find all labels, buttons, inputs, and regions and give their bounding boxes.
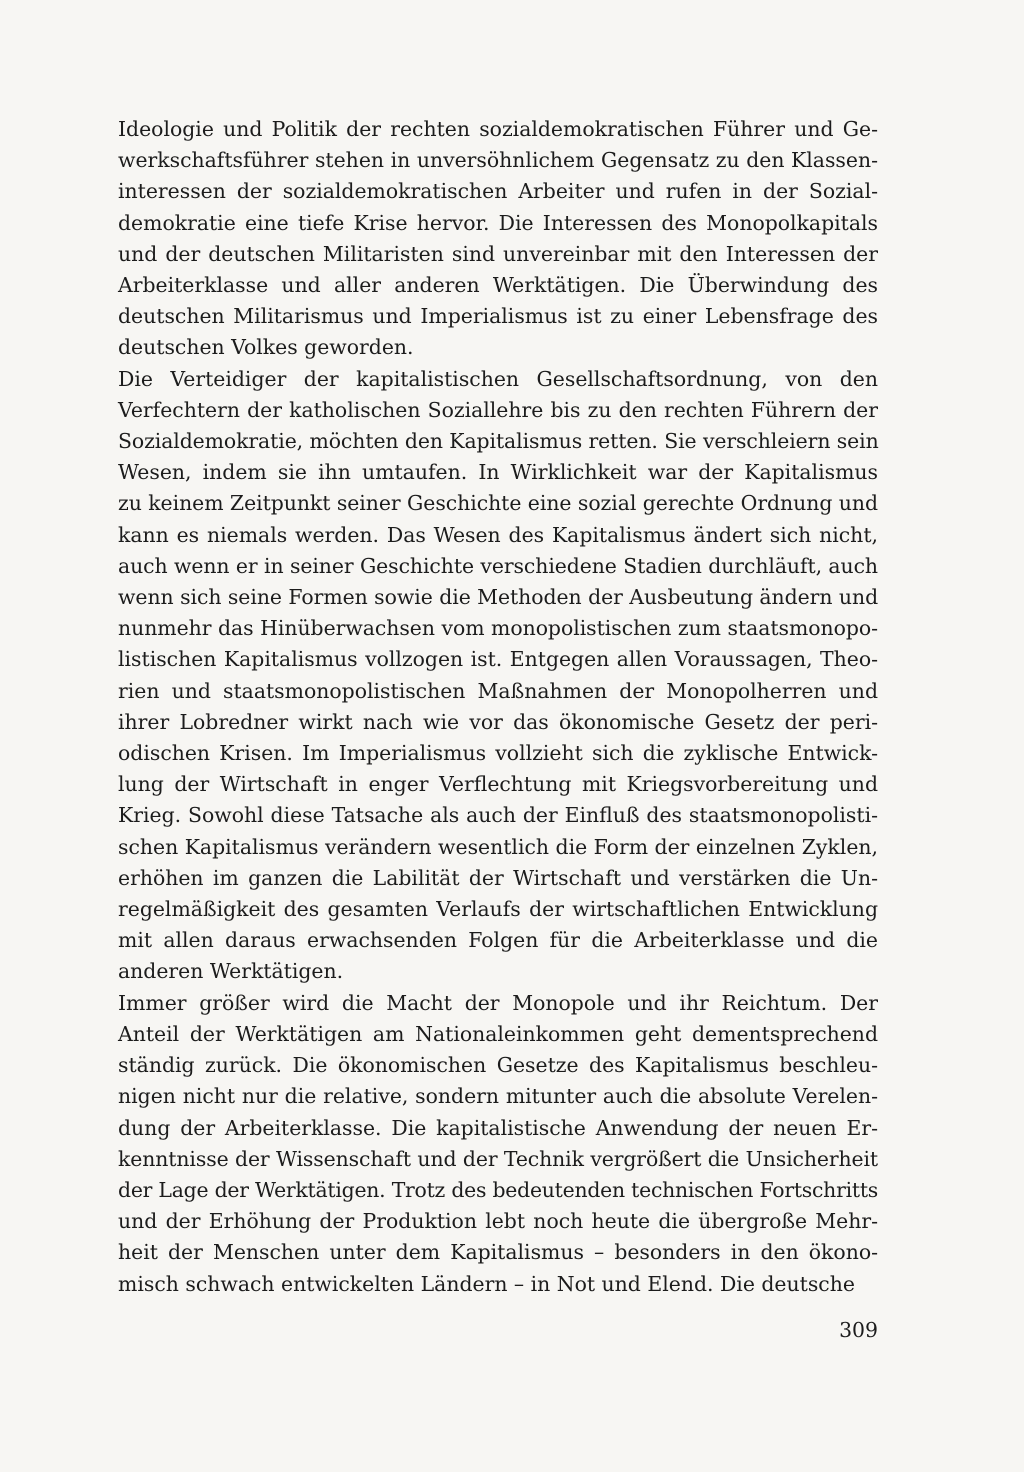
text-line: interessen der sozialdemokratischen Arbeiter und rufen in der Sozial- <box>118 179 878 204</box>
text-line: Krieg. Sowohl diese Tatsache als auch der Einfluß des staatsmonopolisti- <box>118 803 878 828</box>
paragraph <box>118 114 878 364</box>
text-line: Ideologie und Politik der rechten sozialdemokratischen Führer und Ge- <box>118 117 878 141</box>
text-line: Sozialdemokratie, möchten den Kapitalismus retten. Sie verschleiern sein <box>118 429 879 454</box>
text-line: ihrer Lobredner wirkt nach wie vor das ökonomische Gesetz der peri- <box>118 709 878 734</box>
text-line: kann es niemals werden. Das Wesen des Kapitalismus ändert sich nicht, <box>118 522 878 547</box>
text-line: ständig zurück. Die ökonomischen Gesetze des Kapitalismus beschleu- <box>118 1053 878 1078</box>
text-line: Arbeiterklasse und aller anderen Werktätigen. Die Überwindung des <box>118 273 878 298</box>
text-line: schen Kapitalismus verändern wesentlich die Form der einzelnen Zyklen, <box>118 834 878 859</box>
text-line: listischen Kapitalismus vollzogen ist. Entgegen allen Voraussagen, Theo- <box>118 647 878 672</box>
text-line: deutschen Militarismus und Imperialismus ist zu einer Lebensfrage des <box>118 304 878 329</box>
text-line: odischen Krisen. Im Imperialismus vollzieht sich die zyklische Entwick- <box>118 741 878 766</box>
text-line: demokratie eine tiefe Krise hervor. Die Interessen des Monopolkapitals <box>118 210 878 235</box>
text-line: heit der Menschen unter dem Kapitalismus – besonders in den ökono- <box>118 1240 878 1265</box>
page-number: 309 <box>839 1318 878 1342</box>
text-line: deutschen Volkes geworden. <box>118 335 414 360</box>
text-line: nigen nicht nur die relative, sondern mitunter auch die absolute Verelen- <box>118 1084 878 1109</box>
text-line: Anteil der Werktätigen am Nationaleinkommen geht dementsprechend <box>118 1021 878 1046</box>
text-line: lung der Wirtschaft in enger Verflechtung mit Kriegsvorbereitung und <box>118 772 878 797</box>
text-line: auch wenn er in seiner Geschichte verschiedene Stadien durchläuft, auch <box>118 553 878 578</box>
text-line: Wesen, indem sie ihn umtaufen. In Wirklichkeit war der Kapitalismus <box>118 460 878 485</box>
text-line: nunmehr das Hinüberwachsen vom monopolistischen zum staatsmonopo- <box>118 616 878 641</box>
text-line: mit allen daraus erwachsenden Folgen für die Arbeiterklasse und die <box>118 928 878 953</box>
text-line: der Lage der Werktätigen. Trotz des bedeutenden technischen Fortschritts <box>118 1177 878 1202</box>
text-line: und der deutschen Militaristen sind unvereinbar mit den Interessen der <box>118 241 878 266</box>
text-line: rien und staatsmonopolistischen Maßnahmen der Monopolherren und <box>118 678 878 703</box>
text-line: Die Verteidiger der kapitalistischen Gesellschaftsordnung, von den <box>118 366 878 391</box>
text-line: und der Erhöhung der Produktion lebt noch heute die übergroße Mehr- <box>118 1209 878 1234</box>
text-line: kenntnisse der Wissenschaft und der Technik vergrößert die Unsicherheit <box>118 1146 878 1171</box>
paragraph <box>118 364 878 988</box>
text-line: erhöhen im ganzen die Labilität der Wirtschaft und verstärken die Un- <box>118 865 878 890</box>
text-line: dung der Arbeiterklasse. Die kapitalistische Anwendung der neuen Er- <box>118 1115 878 1140</box>
text-line: werkschaftsführer stehen in unversöhnlichem Gegensatz zu den Klassen- <box>118 148 878 173</box>
text-line: zu keinem Zeitpunkt seiner Geschichte eine sozial gerechte Ordnung und <box>118 491 878 516</box>
body-text <box>118 114 878 1300</box>
text-line: regelmäßigkeit des gesamten Verlaufs der wirtschaftlichen Entwicklung <box>118 897 878 922</box>
text-line: wenn sich seine Formen sowie die Methoden der Ausbeutung ändern und <box>118 585 879 610</box>
text-line: Verfechtern der katholischen Soziallehre bis zu den rechten Führern der <box>118 397 878 422</box>
text-line: misch schwach entwickelten Ländern – in Not und Elend. Die deutsche <box>118 1271 855 1296</box>
paragraph <box>118 988 878 1300</box>
text-line: anderen Werktätigen. <box>118 959 344 984</box>
text-line: Immer größer wird die Macht der Monopole und ihr Reichtum. Der <box>118 990 878 1015</box>
